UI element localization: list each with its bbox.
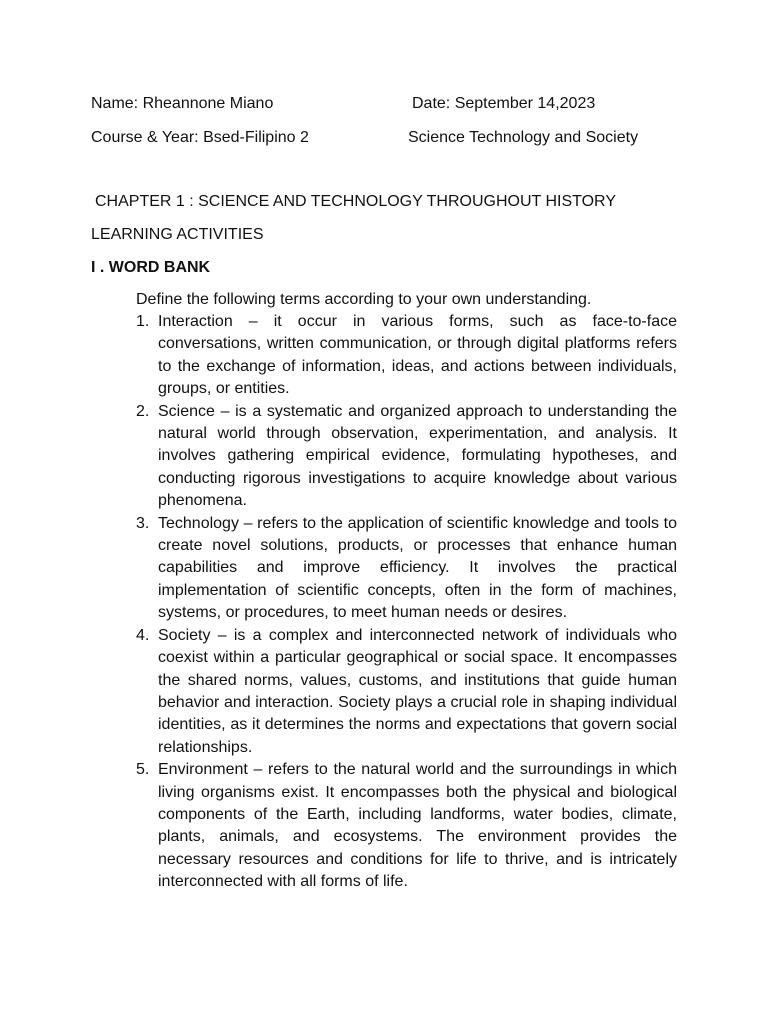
list-item bbox=[136, 311, 677, 401]
chapter-title: CHAPTER 1 : SCIENCE AND TECHNOLOGY THROUGHOUT HISTORY bbox=[95, 193, 616, 210]
item-number: 4. bbox=[136, 626, 150, 644]
instructions: Define the following terms according to your own understanding. bbox=[136, 291, 592, 308]
part-title: I . WORD BANK bbox=[91, 259, 211, 276]
item-number: 3. bbox=[136, 514, 150, 532]
word-bank bbox=[136, 289, 677, 894]
student-name: Name: Rheannone Miano bbox=[91, 95, 274, 112]
item-number: 1. bbox=[136, 313, 150, 330]
course-year: Course & Year: Bsed-Filipino 2 bbox=[91, 129, 309, 146]
item-text: Society – is a complex and interconnected network of individuals who coexist within a particular geographical or social space. It encompasses the shared norms, values, customs, and institutions that guide human behavior and interaction. Society plays a crucial role in shaping individual identities, as it determines the norms and expectations that govern social relationships. bbox=[158, 626, 677, 756]
submission-date: Date: September 14,2023 bbox=[412, 95, 596, 112]
list-item bbox=[136, 759, 677, 893]
item-text: Interaction – it occur in various forms, such as face-to-face conversations, written communication, or through digital platforms refers to the exchange of information, ideas, and actions between individuals, groups, or entities. bbox=[158, 313, 677, 398]
subject-title: Science Technology and Society bbox=[408, 129, 639, 146]
item-text: Environment – refers to the natural world and the surroundings in which living organisms exist. It encompasses both the physical and biological components of the Earth, including landforms, water bodies, climate, plants, animals, and ecosystems. The environment provides the necessary resources and conditions for life to thrive, and is intricately interconnected with all forms of life. bbox=[158, 761, 677, 891]
section-title: LEARNING ACTIVITIES bbox=[91, 226, 264, 243]
item-number: 5. bbox=[136, 761, 150, 779]
terms-list bbox=[136, 311, 677, 894]
list-item bbox=[136, 625, 677, 759]
item-text: Science – is a systematic and organized approach to understanding the natural world through observation, experimentation, and analysis. It involves gathering empirical evidence, formulating hypotheses, and conducting rigorous investigations to acquire knowledge about various phenomena. bbox=[158, 402, 677, 510]
list-item bbox=[136, 401, 677, 513]
list-item bbox=[136, 513, 677, 625]
item-number: 2. bbox=[136, 402, 150, 420]
item-text: Technology – refers to the application of scientific knowledge and tools to create novel solutions, products, or processes that enhance human capabilities and improve efficiency. It involves the practical implementation of scientific concepts, often in the form of machines, systems, or procedures, to meet human needs or desires. bbox=[158, 514, 677, 622]
